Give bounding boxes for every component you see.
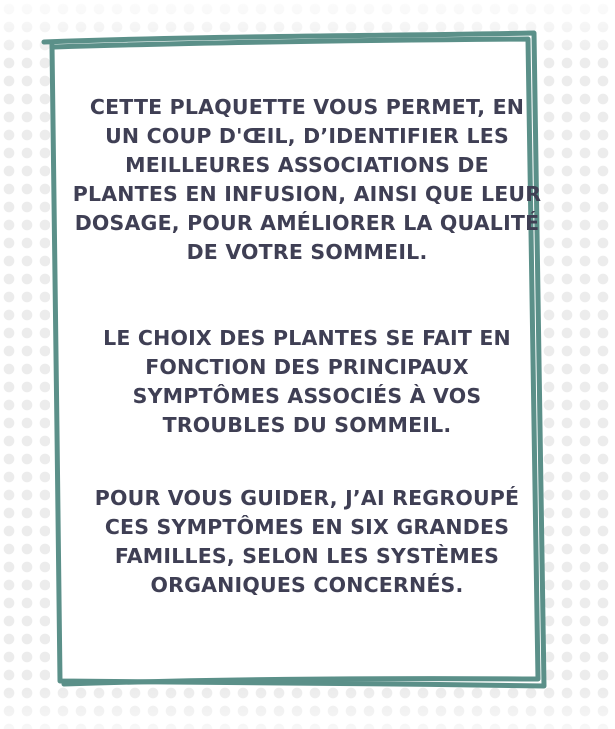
intro-paragraph: CETTE PLAQUETTE VOUS PERMET, EN UN COUP D'ŒIL, D’IDENTIFIER LES MEILLEURES ASSOCIATIONS DE PLANTES EN INFUSION, AINSI QUE LEUR DOSAGE, POUR AMÉLIORER LA QUALITÉ DE VOTRE SOMMEIL. bbox=[72, 95, 542, 264]
background-fade-bottom bbox=[0, 689, 615, 729]
choice-paragraph: LE CHOIX DES PLANTES SE FAIT EN FONCTION DES PRINCIPAUX SYMPTÔMES ASSOCIÉS À VOS TROUBLES DU SOMMEIL. bbox=[103, 326, 511, 437]
guide-paragraph: POUR VOUS GUIDER, J’AI REGROUPÉ CES SYMPTÔMES EN SIX GRANDES FAMILLES, SELON LES SYSTÈMES ORGANIQUES CONCERNÉS. bbox=[94, 486, 520, 597]
